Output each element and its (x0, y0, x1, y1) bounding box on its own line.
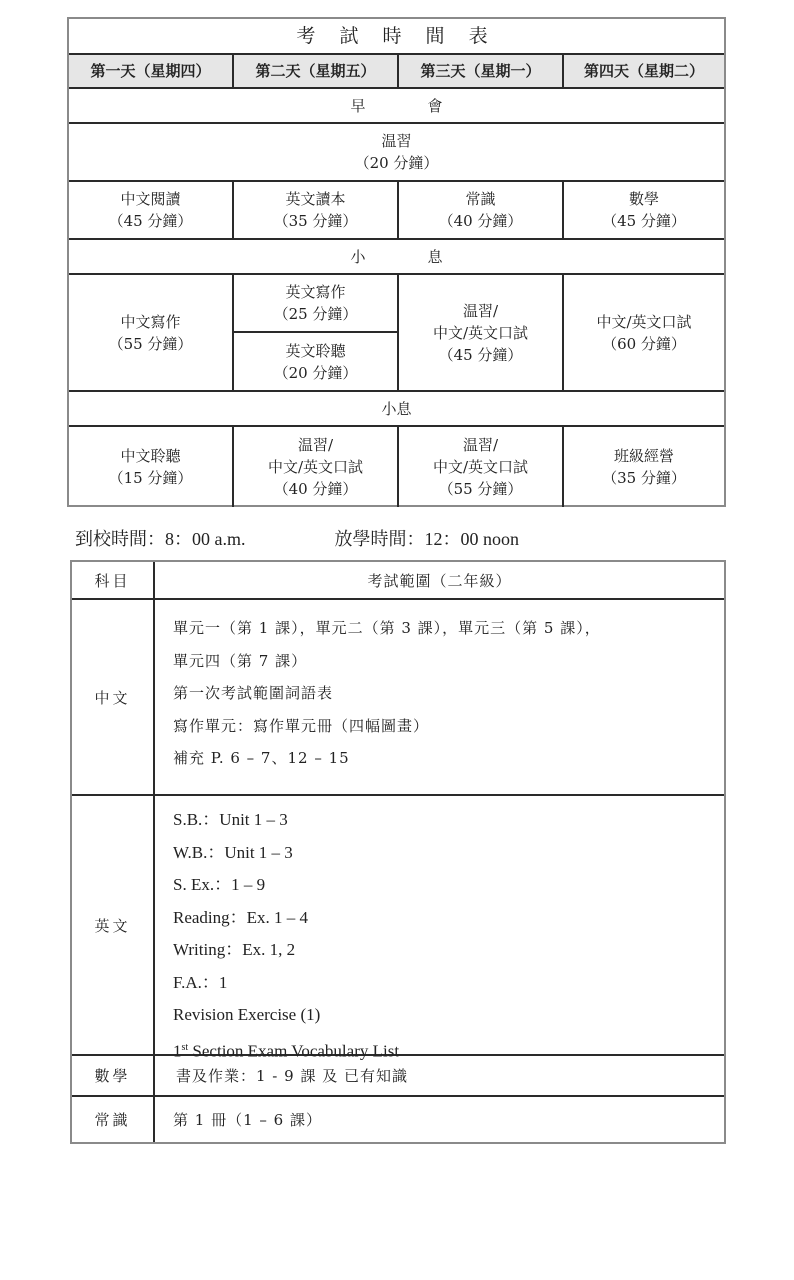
school-times (75, 525, 519, 551)
subject-label: 數學 (94, 1067, 131, 1085)
scope-item: Revision Exercise (1) (173, 1005, 321, 1024)
subject-label: 英文 (94, 916, 131, 935)
scope-item: W.B.：Unit 1 – 3 (173, 842, 293, 862)
divider (232, 54, 234, 88)
assembly-row (69, 89, 724, 122)
day-header-4 (564, 55, 724, 87)
scope-general-studies (173, 1097, 322, 1142)
dismissal-time: 放學時間：12：00 noon (334, 529, 519, 549)
scope-item: 單元四（第 7 課） (173, 651, 308, 670)
break-char: 息 (427, 247, 443, 266)
session-cell (399, 182, 562, 238)
header-text: 科目 (94, 571, 131, 590)
scope-item: S.B.：Unit 1 – 3 (173, 810, 288, 829)
session-name: 中文/英文口試 (596, 312, 692, 331)
session-duration: （45 分鐘） (438, 345, 523, 364)
day-label: 第三天（星期一） (420, 62, 541, 80)
session-duration: （40 分鐘） (273, 480, 358, 498)
revision-row (69, 124, 724, 180)
scope-item: 單元一（第 1 課），單元二（第 3 課），單元三（第 5 課）， (173, 619, 601, 637)
exam-timetable (67, 17, 726, 507)
session-name: 温習 (381, 132, 412, 150)
scope-item: S. Ex.：1 – 9 (173, 875, 266, 894)
session-duration: （15 分鐘） (108, 469, 193, 487)
session-cell (399, 427, 562, 507)
ordinal-suffix: st (181, 1041, 189, 1053)
session-name: 常識 (465, 190, 496, 208)
scope-text: Section Exam Vocabulary List (188, 1041, 400, 1061)
header-text: 考試範圍（二年級） (367, 571, 512, 590)
session-duration: （45 分鐘） (108, 212, 193, 230)
subject-math (72, 1056, 153, 1095)
session-cell (234, 275, 397, 331)
session-cell (234, 333, 397, 390)
session-cell (69, 427, 232, 507)
scope-item: 第 1 冊（1 – 6 課） (173, 1111, 322, 1129)
session-name: 英文聆聽 (285, 341, 346, 360)
session-name: 班級經營 (613, 447, 674, 465)
session-duration: （35 分鐘） (602, 469, 686, 487)
session-name: 英文寫作 (285, 283, 346, 301)
scope-item: Writing：Ex. 1, 2 (173, 940, 296, 959)
session-cell (69, 182, 232, 238)
subject-general-studies (72, 1097, 153, 1142)
session-duration: （40 分鐘） (438, 212, 523, 230)
session-duration: （55 分鐘） (438, 480, 523, 498)
break-row (69, 392, 724, 425)
session-cell (399, 275, 562, 390)
session-name: 温習/ (462, 301, 499, 320)
exam-scope-table (70, 560, 726, 1144)
session-cell (564, 427, 724, 507)
header-scope (155, 562, 724, 598)
divider (72, 1095, 724, 1097)
session-duration: （20 分鐘） (354, 154, 439, 172)
day-label: 第一天（星期四） (90, 62, 211, 80)
session-name: 中文/英文口試 (267, 458, 364, 476)
session-name: 中文/英文口試 (432, 458, 529, 476)
session-cell (234, 182, 397, 238)
scope-item: F.A.：1 (173, 972, 228, 992)
day-header-1 (69, 55, 232, 87)
scope-item: 寫作單元：寫作單元冊（四幅圖畫） (173, 716, 430, 735)
session-name: 中文閱讀 (120, 190, 181, 208)
ordinal-number: 1 (173, 1041, 182, 1061)
session-duration: （25 分鐘） (273, 305, 358, 323)
break-label: 小息 (381, 399, 412, 418)
session-duration: （55 分鐘） (108, 334, 193, 353)
scope-item: 補充 P. 6 – 7、12 – 15 (173, 749, 350, 767)
assembly-char: 早 (350, 96, 366, 115)
divider (397, 54, 399, 88)
scope-english (173, 804, 399, 1068)
scope-math (176, 1056, 408, 1095)
session-cell (564, 182, 724, 238)
break-row (69, 240, 724, 273)
session-duration: （20 分鐘） (273, 363, 358, 382)
scope-chinese (173, 612, 601, 775)
divider (562, 54, 564, 88)
break-char: 小 (350, 247, 366, 266)
arrival-time: 到校時間：8：00 a.m. (75, 529, 246, 549)
subject-label: 中文 (94, 688, 131, 707)
scope-item: Reading：Ex. 1 – 4 (173, 907, 309, 927)
session-name: 中文寫作 (120, 312, 181, 331)
day-header-3 (399, 55, 562, 87)
session-name: 中文聆聽 (120, 447, 181, 465)
session-name: 温習/ (462, 436, 499, 454)
day-label: 第二天（星期五） (255, 62, 376, 80)
divider (72, 598, 724, 600)
session-cell (69, 275, 232, 390)
subject-chinese (72, 600, 153, 794)
scope-item: 第一次考試範圍詞語表 (173, 684, 334, 702)
subject-label: 常識 (94, 1111, 131, 1129)
day-label: 第四天（星期二） (583, 62, 704, 80)
title-text: 考 試 時 間 表 (296, 25, 497, 47)
timetable-title (69, 19, 724, 53)
day-header-2 (234, 55, 397, 87)
scope-item: 書及作業：1 - 9 課 及 已有知識 (176, 1067, 408, 1085)
header-subject (72, 562, 153, 598)
divider (72, 794, 724, 796)
session-name: 數學 (628, 190, 659, 208)
session-cell (564, 275, 724, 390)
subject-english (72, 796, 153, 1054)
session-duration: （45 分鐘） (602, 212, 686, 230)
session-duration: （35 分鐘） (273, 212, 358, 230)
session-name: 中文/英文口試 (432, 323, 529, 342)
session-name: 温習/ (297, 436, 334, 454)
assembly-char: 會 (427, 96, 443, 115)
session-duration: （60 分鐘） (602, 334, 686, 353)
session-name: 英文讀本 (285, 190, 346, 208)
session-cell (234, 427, 397, 507)
